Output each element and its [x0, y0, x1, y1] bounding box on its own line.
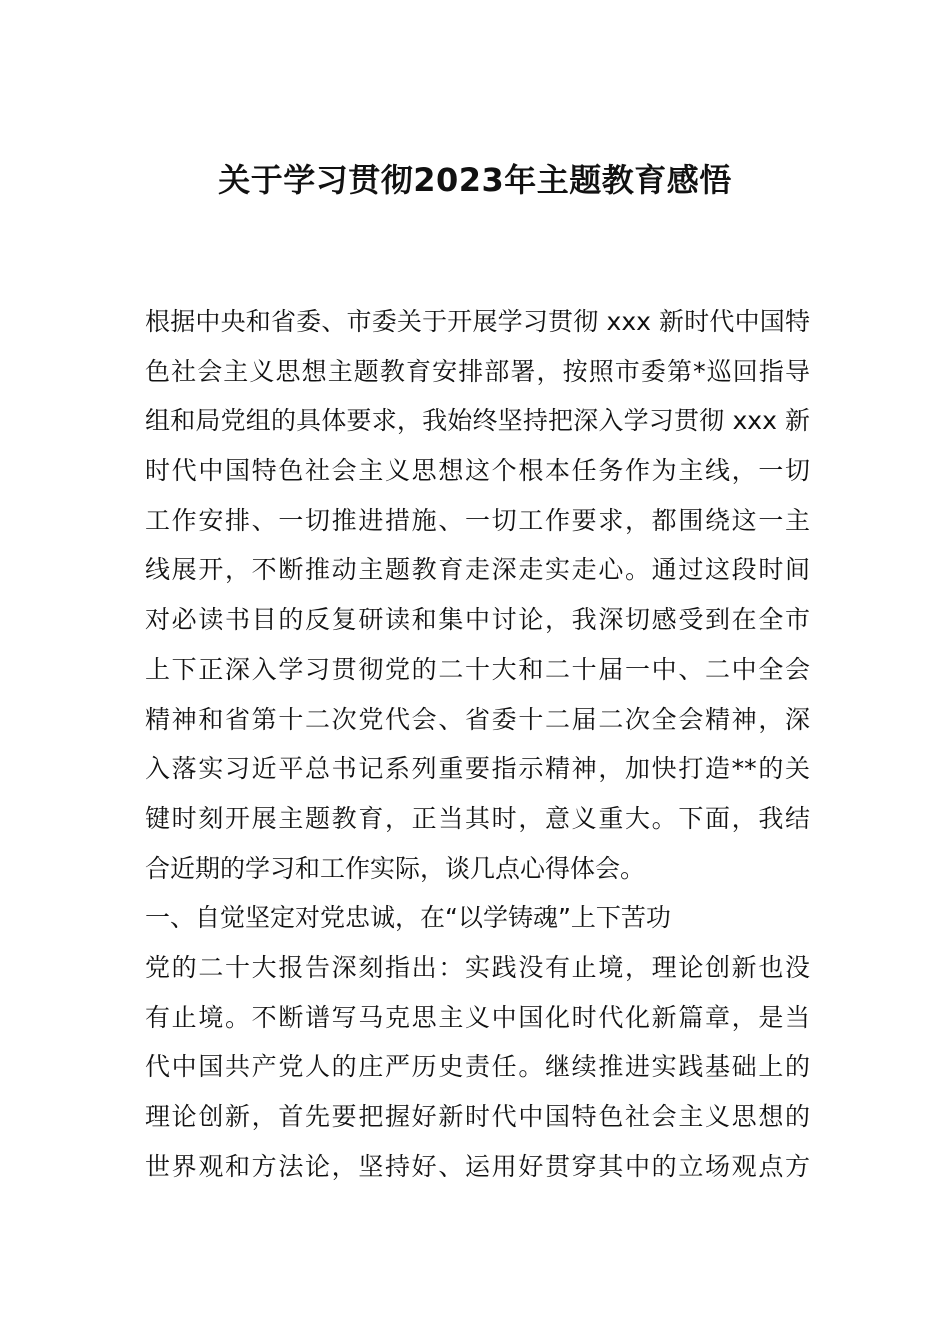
- body-line: 色社会主义思想主题教育安排部署，按照市委第*巡回指导: [145, 356, 810, 386]
- body-line: 键时刻开展主题教育，正当其时，意义重大。下面，我结: [145, 803, 810, 833]
- body-line: 线展开，不断推动主题教育走深走实走心。通过这段时间: [145, 555, 810, 585]
- body-line: 有止境。不断谱写马克思主义中国化时代化新篇章，是当: [145, 1002, 810, 1032]
- section-heading: 一、自觉坚定对党忠诚，在“以学铸魂”上下苦功: [145, 903, 671, 933]
- body-line: 上下正深入学习贯彻党的二十大和二十届一中、二中全会: [145, 654, 810, 684]
- document-title: 关于学习贯彻2023年主题教育感悟: [218, 161, 732, 199]
- body-line: 代中国共产党人的庄严历史责任。继续推进实践基础上的: [145, 1052, 810, 1082]
- body-line: 组和局党组的具体要求，我始终坚持把深入学习贯彻 xxx 新: [145, 406, 810, 436]
- body-line: 理论创新，首先要把握好新时代中国特色社会主义思想的: [145, 1102, 810, 1131]
- body-line: 世界观和方法论，坚持好、运用好贯穿其中的立场观点方: [145, 1151, 810, 1181]
- body-line: 时代中国特色社会主义思想这个根本任务作为主线，一切: [145, 456, 810, 486]
- body-line: 党的二十大报告深刻指出：实践没有止境，理论创新也没: [145, 952, 810, 982]
- document-body: [145, 297, 810, 1191]
- body-line: 根据中央和省委、市委关于开展学习贯彻 xxx 新时代中国特: [145, 307, 810, 336]
- body-line: 精神和省第十二次党代会、省委十二届二次全会精神，深: [145, 704, 810, 734]
- body-line: 入落实习近平总书记系列重要指示精神，加快打造**的关: [145, 754, 810, 784]
- body-line: 合近期的学习和工作实际，谈几点心得体会。: [145, 853, 646, 883]
- body-line: 工作安排、一切推进措施、一切工作要求，都围绕这一主: [145, 505, 810, 535]
- body-line: 对必读书目的反复研读和集中讨论，我深切感受到在全市: [145, 605, 810, 635]
